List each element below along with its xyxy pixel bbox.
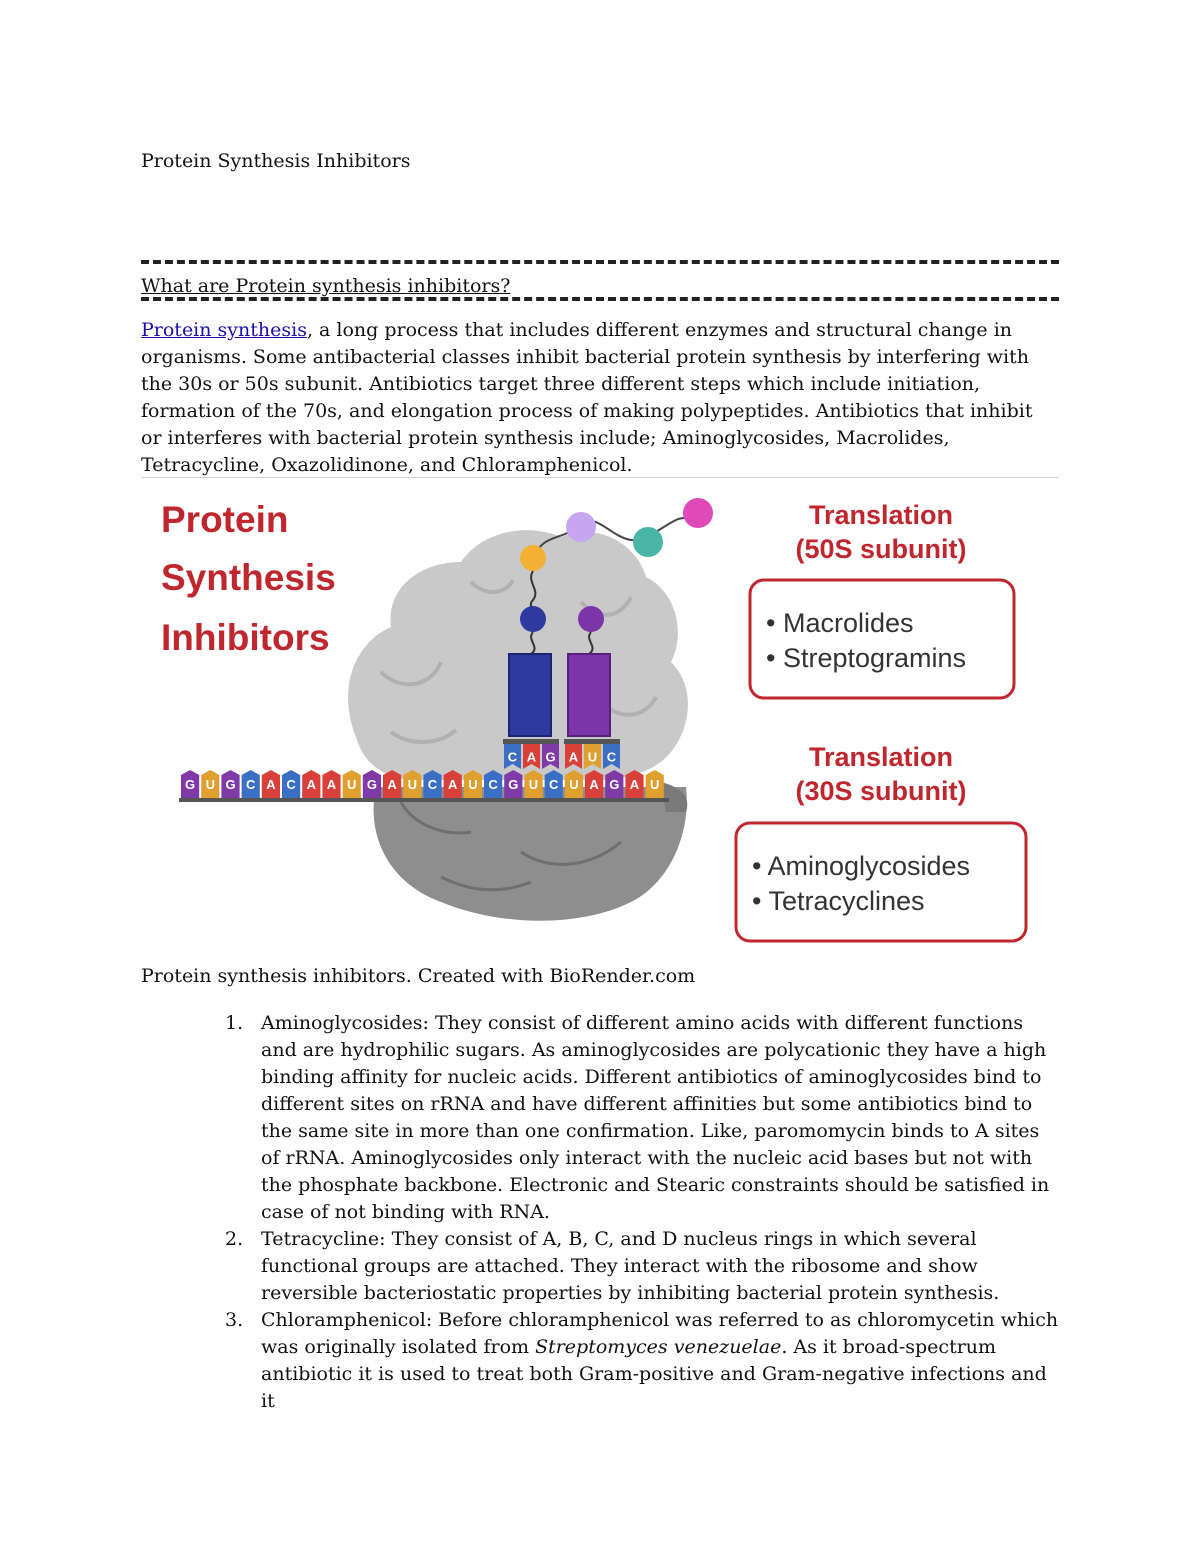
svg-text:U: U bbox=[528, 777, 539, 792]
svg-text:A: A bbox=[387, 777, 397, 792]
mrna-nucleotide bbox=[646, 770, 664, 798]
list-item-text-before: Chloramphenicol: Before chloramphenicol was referred to as chloromycetin which was originally isolated from bbox=[261, 1309, 1059, 1358]
svg-text:C: C bbox=[507, 749, 518, 765]
panel-30s-item-2: • Tetracyclines bbox=[752, 886, 925, 916]
intro-text: , a long process that includes different enzymes and structural change in organisms. Some antibacterial classes inhibit bacterial protein synthesis by interfering with the 30s or 50s subunit. Antibiotics target three different steps which include initiation, formation of the 70s, and elongation process of making polypeptides. Antibiotics that inhibit or interferes with bacterial protein synthesis include; Aminoglycosides, Macrolides, Tetracycline, Oxazolidinone, and Chloramphenicol. bbox=[141, 319, 1033, 476]
svg-text:A: A bbox=[629, 777, 640, 792]
mrna-nucleotide bbox=[383, 770, 401, 798]
mrna-nucleotide bbox=[302, 770, 320, 798]
section-heading: What are Protein synthesis inhibitors? bbox=[141, 275, 511, 297]
svg-text:A: A bbox=[326, 777, 337, 792]
amino-acid-teal bbox=[633, 527, 663, 557]
list-item-text-after: . As it broad-spectrum antibiotic it is used to treat both Gram-positive and Gram-negative infections and it bbox=[261, 1336, 1047, 1412]
mrna-nucleotide bbox=[504, 770, 522, 798]
svg-text:A: A bbox=[266, 777, 276, 792]
list-number: 1. bbox=[225, 1012, 244, 1034]
document-title: Protein Synthesis Inhibitors bbox=[141, 150, 411, 172]
mrna-nucleotide bbox=[444, 770, 462, 798]
svg-text:C: C bbox=[488, 777, 498, 792]
svg-text:C: C bbox=[549, 777, 559, 792]
panel-30s-title-line1: Translation bbox=[808, 742, 954, 772]
panel-50s-box bbox=[750, 580, 1014, 698]
svg-text:C: C bbox=[246, 777, 256, 792]
mrna-nucleotide bbox=[322, 770, 340, 798]
mrna-backbone bbox=[179, 798, 669, 802]
mrna-nucleotide bbox=[403, 770, 421, 798]
list-item-species: Streptomyces venezuelae bbox=[535, 1336, 782, 1358]
mrna-nucleotide bbox=[484, 770, 502, 798]
panel-50s-item-2: • Streptogramins bbox=[766, 643, 967, 673]
list-item bbox=[141, 1226, 1059, 1307]
svg-text:U: U bbox=[587, 749, 598, 765]
mrna-nucleotide bbox=[585, 770, 603, 798]
svg-text:U: U bbox=[650, 777, 660, 792]
figure-title-line3: Inhibitors bbox=[161, 617, 330, 658]
list-item bbox=[141, 1307, 1059, 1415]
svg-text:C: C bbox=[286, 777, 296, 792]
figure-title bbox=[161, 499, 336, 658]
list-item-text: Tetracycline: They consist of A, B, C, and D nucleus rings in which several functional groups are attached. They interact with the ribosome and show reversible bacteriostatic properties by inhibiting bacterial protein synthesis. bbox=[261, 1228, 1000, 1304]
list-item bbox=[141, 1010, 1059, 1226]
figure-title-line1: Protein bbox=[161, 499, 289, 540]
list-number: 3. bbox=[225, 1309, 244, 1331]
svg-text:U: U bbox=[205, 777, 215, 792]
svg-text:U: U bbox=[569, 777, 579, 792]
list-number: 2. bbox=[225, 1228, 244, 1250]
svg-text:C: C bbox=[606, 749, 617, 765]
panel-50s bbox=[750, 500, 1014, 698]
panel-50s-title-line1: Translation bbox=[808, 500, 954, 530]
mrna-nucleotide bbox=[565, 770, 583, 798]
mrna-nucleotide bbox=[363, 770, 381, 798]
svg-text:G: G bbox=[185, 777, 196, 792]
panel-30s bbox=[736, 742, 1026, 941]
mrna-nucleotide bbox=[524, 770, 542, 798]
svg-text:G: G bbox=[545, 749, 556, 765]
svg-text:U: U bbox=[407, 777, 417, 792]
amino-acid-lavender bbox=[566, 512, 596, 542]
mrna-nucleotide bbox=[464, 770, 482, 798]
svg-text:A: A bbox=[306, 777, 316, 792]
svg-text:G: G bbox=[508, 777, 519, 792]
mrna-nucleotide bbox=[625, 770, 643, 798]
svg-text:A: A bbox=[568, 749, 579, 765]
mrna-nucleotide bbox=[605, 770, 623, 798]
panel-50s-item-1: • Macrolides bbox=[766, 608, 914, 638]
figure-title-line2: Synthesis bbox=[161, 557, 336, 598]
mrna-nucleotide bbox=[181, 770, 199, 798]
panel-30s-box bbox=[736, 823, 1026, 941]
mrna-nucleotide bbox=[242, 770, 260, 798]
ribosome-30s-shape bbox=[374, 782, 688, 921]
antibiotic-list bbox=[141, 1010, 1059, 1415]
svg-text:A: A bbox=[589, 777, 599, 792]
mrna-nucleotide bbox=[423, 770, 441, 798]
amino-acid-orange bbox=[520, 545, 546, 571]
svg-text:U: U bbox=[468, 777, 478, 792]
svg-text:C: C bbox=[427, 777, 438, 792]
figure-caption: Protein synthesis inhibitors. Created with BioRender.com bbox=[141, 965, 696, 987]
mrna-nucleotide bbox=[343, 770, 361, 798]
svg-text:A: A bbox=[448, 777, 458, 792]
protein-synthesis-link[interactable]: Protein synthesis bbox=[141, 319, 307, 341]
panel-30s-title-line2: (30S subunit) bbox=[795, 776, 967, 806]
amino-acid-pink bbox=[683, 498, 713, 528]
mrna-nucleotide bbox=[201, 770, 219, 798]
dashed-rule-top bbox=[141, 260, 1059, 264]
svg-text:G: G bbox=[609, 777, 620, 792]
svg-text:G: G bbox=[366, 777, 377, 792]
mrna-nucleotide bbox=[282, 770, 300, 798]
mrna-nucleotide bbox=[262, 770, 280, 798]
list-item-text: Aminoglycosides: They consist of different amino acids with different functions and are hydrophilic sugars. As aminoglycosides are polycationic they have a high binding affinity for nucleic acids. Different antibiotics of aminoglycosides bind to different sites on rRNA and have different affinities but some antibiotics bind to the same site in more than one confirmation. Like, paromomycin binds to A sites of rRNA. Aminoglycosides only interact with the nucleic acid bases but not with the phosphate backbone. Electronic and Stearic constraints should be satisfied in case of not binding with RNA. bbox=[261, 1012, 1050, 1223]
svg-text:G: G bbox=[225, 777, 236, 792]
panel-30s-item-1: • Aminoglycosides bbox=[752, 851, 971, 881]
paragraph-rule bbox=[141, 477, 1059, 478]
svg-text:A: A bbox=[526, 749, 537, 765]
intro-paragraph bbox=[141, 317, 1059, 479]
protein-synthesis-figure bbox=[141, 482, 1059, 952]
mrna-nucleotide bbox=[221, 770, 239, 798]
mrna-nucleotide bbox=[545, 770, 563, 798]
panel-50s-title-line2: (50S subunit) bbox=[795, 534, 967, 564]
svg-text:U: U bbox=[347, 777, 357, 792]
dashed-rule-bottom bbox=[141, 297, 1059, 301]
